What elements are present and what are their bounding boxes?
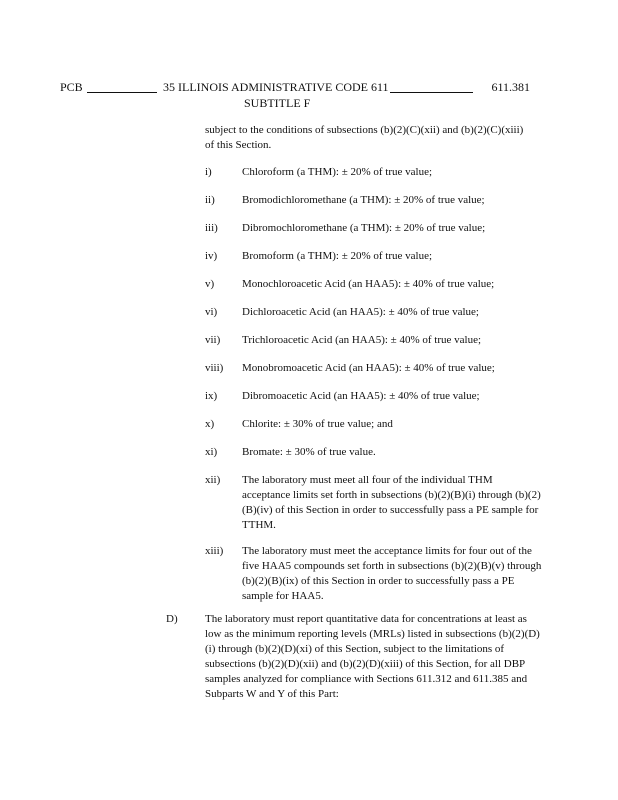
item-number: iii) [205, 222, 218, 234]
item-number: xiii) [205, 545, 224, 557]
item-text: Monochloroacetic Acid (an HAA5): ± 40% of true value; [242, 278, 495, 290]
header-rule-right [390, 92, 473, 93]
item-number: iv) [205, 250, 218, 262]
item-text: The laboratory must meet the acceptance limits for four out of the five HAA5 compounds set forth in subsections (b)(2)(B)(v) through (b)(2)(B)(ix) of this Section in order to successfully pass a PE sample for HAA5. [242, 545, 542, 602]
intro-paragraph: subject to the conditions of subsections (b)(2)(C)(xii) and (b)(2)(C)(xiii) of this Section. [205, 124, 524, 151]
section-d-number: D) [166, 613, 178, 625]
header-left: PCB [60, 80, 83, 94]
item-number: xii) [205, 474, 221, 486]
item-number: ii) [205, 194, 215, 206]
item-text: The laboratory must meet all four of the individual THM acceptance limits set forth in subsections (b)(2)(B)(i) through (b)(2)(B)(iv) of this Section in order to successfully pass a PE sample for TTHM. [242, 474, 541, 531]
item-text: Dibromochloromethane (a THM): ± 20% of true value; [242, 222, 486, 234]
item-text: Monobromoacetic Acid (an HAA5): ± 40% of true value; [242, 362, 495, 374]
item-text: Bromoform (a THM): ± 20% of true value; [242, 250, 433, 262]
item-number: v) [205, 278, 215, 290]
header-right: 611.381 [491, 80, 530, 94]
item-text: Bromodichloromethane (a THM): ± 20% of true value; [242, 194, 485, 206]
page-header [60, 80, 530, 96]
item-number: vii) [205, 334, 221, 346]
item-number: i) [205, 166, 212, 178]
header-subtitle: SUBTITLE F [244, 96, 311, 110]
item-number: xi) [205, 446, 218, 458]
header-center: 35 ILLINOIS ADMINISTRATIVE CODE 611 [163, 80, 389, 94]
item-text: Chloroform (a THM): ± 20% of true value; [242, 166, 433, 178]
item-number: vi) [205, 306, 218, 318]
item-number: x) [205, 418, 215, 430]
item-number: ix) [205, 390, 218, 402]
item-text: Dichloroacetic Acid (an HAA5): ± 40% of true value; [242, 306, 479, 318]
header-rule-left [87, 92, 157, 93]
item-text: Trichloroacetic Acid (an HAA5): ± 40% of true value; [242, 334, 482, 346]
item-number: viii) [205, 362, 224, 374]
section-d-text: The laboratory must report quantitative data for concentrations at least as low as the minimum reporting levels (MRLs) listed in subsections (b)(2)(D)(i) through (b)(2)(D)(xi) of this Section, subject to the limitations of subsections (b)(2)(D)(xii) and (b)(2)(D)(xiii) of this Section, for all DBP samples analyzed for compliance with Sections 611.312 and 611.385 and Subparts W and Y of this Part: [205, 613, 540, 700]
item-text: Dibromoacetic Acid (an HAA5): ± 40% of true value; [242, 390, 480, 402]
item-text: Chlorite: ± 30% of true value; and [242, 418, 393, 430]
item-text: Bromate: ± 30% of true value. [242, 446, 376, 458]
